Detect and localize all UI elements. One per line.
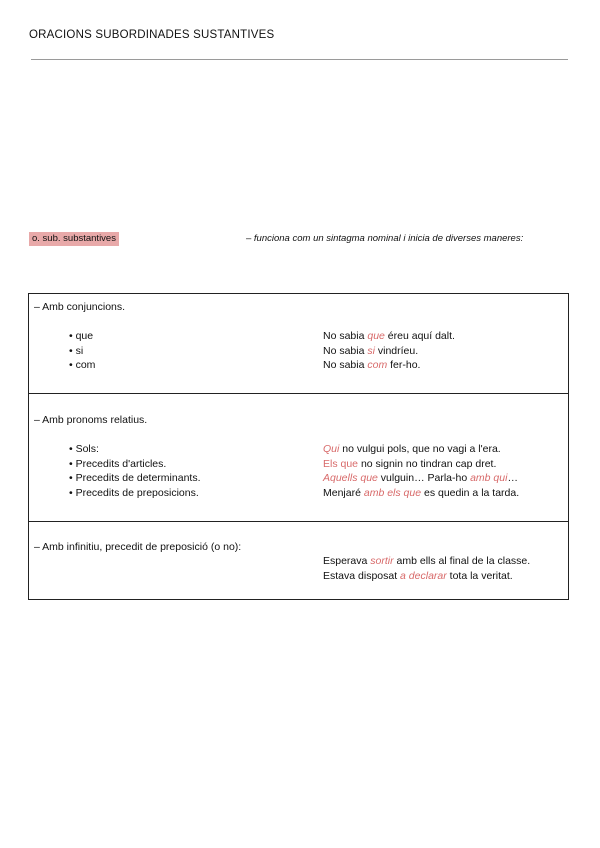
- highlight: a declarar: [400, 570, 447, 582]
- highlight: Els que: [323, 458, 359, 470]
- title-divider: [31, 59, 568, 60]
- section-pronoms-relatius: [29, 393, 568, 522]
- highlight: com: [367, 359, 388, 371]
- example-sentence: No sabia si vindríeu.: [323, 345, 419, 357]
- list-item: • Precedits de preposicions.: [69, 487, 199, 499]
- topic-description: – funciona com un sintagma nominal i inicia de diverses maneres:: [246, 233, 524, 244]
- example-sentence: Els que no signin no tindran cap dret.: [323, 458, 497, 470]
- example-sentence: No sabia com fer-ho.: [323, 359, 421, 371]
- example-sentence: No sabia que éreu aquí dalt.: [323, 330, 455, 342]
- example-sentence: Esperava sortir amb ells al final de la classe.: [323, 555, 531, 567]
- list-item: • com: [69, 359, 96, 371]
- section-heading: – Amb conjuncions.: [34, 301, 126, 313]
- section-conjuncions: [29, 294, 568, 393]
- list-item: • Precedits de determinants.: [69, 472, 201, 484]
- highlight: si: [367, 345, 375, 357]
- section-infinitiu: [29, 521, 568, 600]
- highlight: Qui: [323, 443, 340, 455]
- highlight: que: [367, 330, 385, 342]
- example-sentence: Aquells que vulguin… Parla-ho amb qui…: [323, 472, 518, 484]
- example-sentence: Menjaré amb els que es quedin a la tarda.: [323, 487, 520, 499]
- examples-table: [28, 293, 569, 600]
- list-item: • Precedits d'articles.: [69, 458, 167, 470]
- list-item: • que: [69, 330, 94, 342]
- section-heading: – Amb infinitiu, precedit de preposició (o no):: [34, 541, 242, 553]
- topic-tag: o. sub. substantives: [29, 232, 119, 246]
- highlight: Aquells que: [323, 472, 378, 484]
- page-title: ORACIONS SUBORDINADES SUSTANTIVES: [29, 29, 275, 41]
- section-heading: – Amb pronoms relatius.: [34, 414, 148, 426]
- list-item: • si: [69, 345, 84, 357]
- example-sentence: Qui no vulgui pols, que no vagi a l'era.: [323, 443, 501, 455]
- example-sentence: Estava disposat a declarar tota la veritat.: [323, 570, 513, 582]
- list-item: • Sols:: [69, 443, 99, 455]
- highlight: amb els que: [363, 487, 422, 499]
- highlight: amb qui: [470, 472, 508, 484]
- highlight: sortir: [370, 555, 394, 567]
